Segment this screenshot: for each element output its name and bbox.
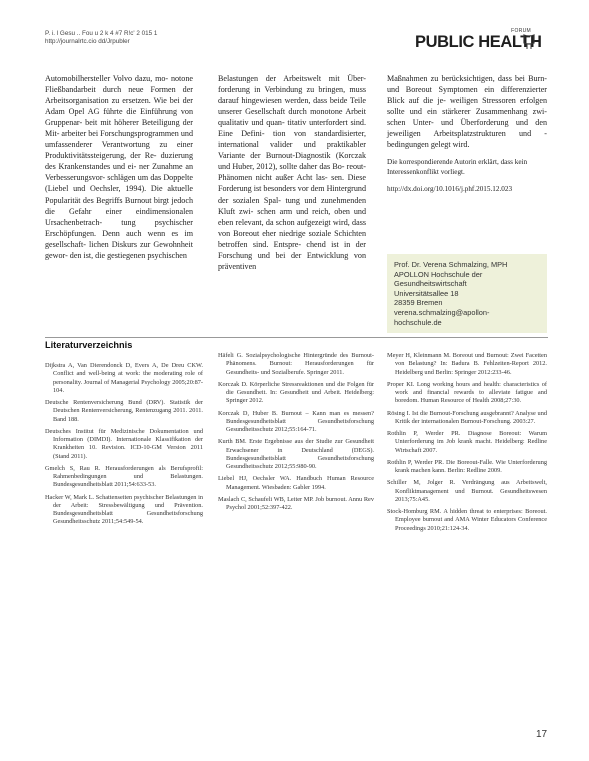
references-column-2 — [218, 352, 374, 516]
reference-entry: Deutsches Institut für Medizinische Dokumentation und Information (DIMDI). Internationale Klassifikation der Krankheiten 10. Revision. ICD-10-GM Version 2011 (Stand 2011). — [45, 427, 203, 460]
reference-entry: Kurth BM. Erste Ergebnisse aus der Studie zur Gesundheit Erwachsener in Deutschland (DEGS). Bundesgesundheitsblatt Gesundheitsforschung Gesundheitsschutz 2012;55:980-90. — [218, 438, 374, 470]
reference-entry: Gmelch S, Rau R. Herausforderungen als Berufsprofil: Rahmenbedingungen und Belastungen. Bundesgesundheitsblatt 2011;54:633-53. — [45, 464, 203, 489]
logo-forum-label: FORUM — [511, 28, 531, 34]
body-paragraph: Automobilhersteller Volvo dazu, mo- notone Fließbandarbeit durch neue Formen der Arbeitsorganisation zu ersetzen. Wie bei der Adam Opel AG führte die Einführung von Gruppenar- beit mit höherer Beteiligung der Mit- arbeiter bei Forschungsprogrammen und umfassenderer Verantwortung zu einer Produktivitätssteigerung, der Re- duzierung des Krankenstandes und ei- ner Zunahme an Verbesserungsvor- schlägen um das Doppelte (Liebel und Oechsler, 1994). Die aktuelle Popularität des Begriffs Burnout birgt jedoch die Gefahr einer eindimensionalen Ursachenbetrach- tung psychischer Erschöpfungen. Denn auch wenn es im gesellschaft- lichen Diskurs zur Gewohnheit gewor- den ist, die gestiegenen psychischen — [45, 74, 193, 260]
conflict-of-interest-note: Die korrespondierende Autorin erklärt, dass kein Interessenkonflikt vorliegt. — [387, 158, 528, 176]
reference-entry: Korczak D. Körperliche Stressreaktionen und die Folgen für die Gesundheit. In: Gesundheit und Arbeit. Heidelberg: Springer 2012. — [218, 380, 374, 405]
body-paragraph: Belastungen der Arbeitswelt mit Über- forderung in Verbindung zu bringen, muss darauf hingewiesen werden, dass beide Teile unserer Gesellschaft durch monotone Arbeit qualitativ und quan- titativ unterfordert sind. Eine Defini- tion von standardisierter, international valider und praktikabler Variante der Burnout-Diagnostik (Korczak und Huber, 2012), sollte daher das Bo- reout-Phänomen nicht außer Acht las- sen. Diese Forderung ist besonders vor dem Hintergrund der sozialen Spal- tung und zunehmenden Kluft zwi- schen arm und reich, oben und eben relevant, da schon aufgezeigt wird, dass von Boreout eher niedrige soziale Schichten betroffen sind. Entspre- chend ist in der Forschung und bei der Entwicklung von präventiven — [218, 74, 366, 271]
journal-citation: P. i. l Gesu .. Fou u 2 k 4 #7 R!c' 2 015 1 — [45, 30, 158, 37]
reference-entry: Rothlin P, Werder PR. Die Boreout-Falle. Wie Unterforderung krank machen kann. Berlin: Redline 2009. — [387, 458, 547, 474]
reference-entry: Korczak D, Huber B. Burnout – Kann man es messen? Bundesgesundheitsblatt Gesundheitsforschung Gesundheitsschutz 2012;55:164-71. — [218, 409, 374, 433]
address-line: 28359 Bremen — [394, 298, 443, 308]
body-column-2 — [218, 73, 366, 272]
body-paragraph: Maßnahmen zu berücksichtigen, dass bei Burn- und Boreout Symptomen ein differenzierter Blick auf die je- weiligen Stressoren erfolgen sollte und ein stärkerer Zusammenhang zwi- schen Unter- und Überforderung und den jeweiligen Arbeitsplatzstrukturen und -bedingungen gelegt wird. — [387, 74, 547, 150]
address-line: Universitätsallee 18 — [394, 288, 459, 298]
reference-entry: Stock-Homburg RM. A hidden threat to enterprises: Boreout. Employee burnout and AMA Winter Educators Conference Proceedings 2010;21:124-34. — [387, 508, 547, 532]
reference-entry: Dijkstra A, Van Dierendonck D, Evers A, De Dreu CKW. Conflict and well-being at work: the moderating role of personality. Journal of Managerial Psychology 2005;20:87-104. — [45, 362, 203, 394]
page-number: 17 — [536, 729, 548, 740]
forum-ribbon-icon — [523, 34, 535, 50]
section-divider — [45, 337, 548, 338]
doi-link[interactable]: http://dx.doi.org/10.1016/j.phf.2015.12.023 — [387, 184, 513, 193]
references-column-1 — [45, 362, 203, 531]
reference-entry: Proper KI. Long working hours and health: characteristics of work and financial rewards to alleviate fatigue and boredom. Human Resource of Health 2008;27:30. — [387, 380, 547, 405]
references-column-3 — [387, 352, 547, 537]
references-heading: Literaturverzeichnis — [45, 340, 133, 350]
reference-entry: Schiller M, Jolger R. Verdrängung aus Arbeitswelt, Konfliktmanagement und Burnout. Gesundheitswesen 2013;75:A45. — [387, 479, 547, 503]
reference-entry: Häfeli G. Sozialpsychologische Hintergründe des Burnout-Phänomens. Burnout: Herausforderungen für Gesundheits- und Sozialberufe. Springer 2011. — [218, 352, 374, 376]
public-health-forum-logo — [415, 28, 542, 52]
logo-text: PUBLIC HEALTH — [415, 33, 542, 51]
reference-entry: Deutsche Rentenversicherung Bund (DRV). Statistik der Deutschen Rentenversicherung, Rentenzugang 2011. 2011. Band 188. — [45, 399, 203, 423]
address-line: APOLLON Hochschule der — [394, 269, 483, 279]
reference-entry: Rösing I. Ist die Burnout-Forschung ausgebrannt? Analyse und Kritik der internationalen Burnout-Forschung. 2003:27. — [387, 409, 547, 425]
address-line: Gesundheitswirtschaft — [394, 279, 467, 289]
author-email[interactable]: hochschule.de — [394, 317, 442, 327]
reference-entry: Rothlin P, Werder PR. Diagnose Boreout: Warum Unterforderung im Job krank macht. Heidelberg: Redline Wirtschaft 2007. — [387, 430, 547, 454]
body-column-3 — [387, 73, 547, 194]
journal-header — [45, 30, 235, 45]
reference-entry: Hacker W, Mark L. Schattenseiten psychischer Belastungen in der Arbeit: Stressbewältigung und Prävention. Bundesgesundheitsblatt Gesundheitsforschung Gesundheitsschutz 2011;54:549-54. — [45, 493, 203, 526]
journal-url: http://journalrtc.cio dd/Jrpubler — [45, 37, 130, 45]
body-column-1 — [45, 73, 193, 261]
reference-entry: Maslach C, Schaufeli WB, Leiter MP. Job burnout. Annu Rev Psychol 2001;52:397-422. — [218, 495, 374, 511]
author-name: Prof. Dr. Verena Schmalzing, MPH — [394, 260, 508, 269]
reference-entry: Liebel HJ, Oechsler WA. Handbuch Human Resource Management. Wiesbaden: Gabler 1994. — [218, 475, 374, 491]
author-address-box — [387, 254, 547, 333]
reference-entry: Meyer H, Kleinmann M. Boreout und Burnout: Zwei Facetten von Belastung? In: Badura B. Fehlzeiten-Report 2012. Heidelberg und Berlin: Springer 2012:233-46. — [387, 352, 547, 376]
author-email[interactable]: verena.schmalzing@apollon- — [394, 307, 490, 317]
